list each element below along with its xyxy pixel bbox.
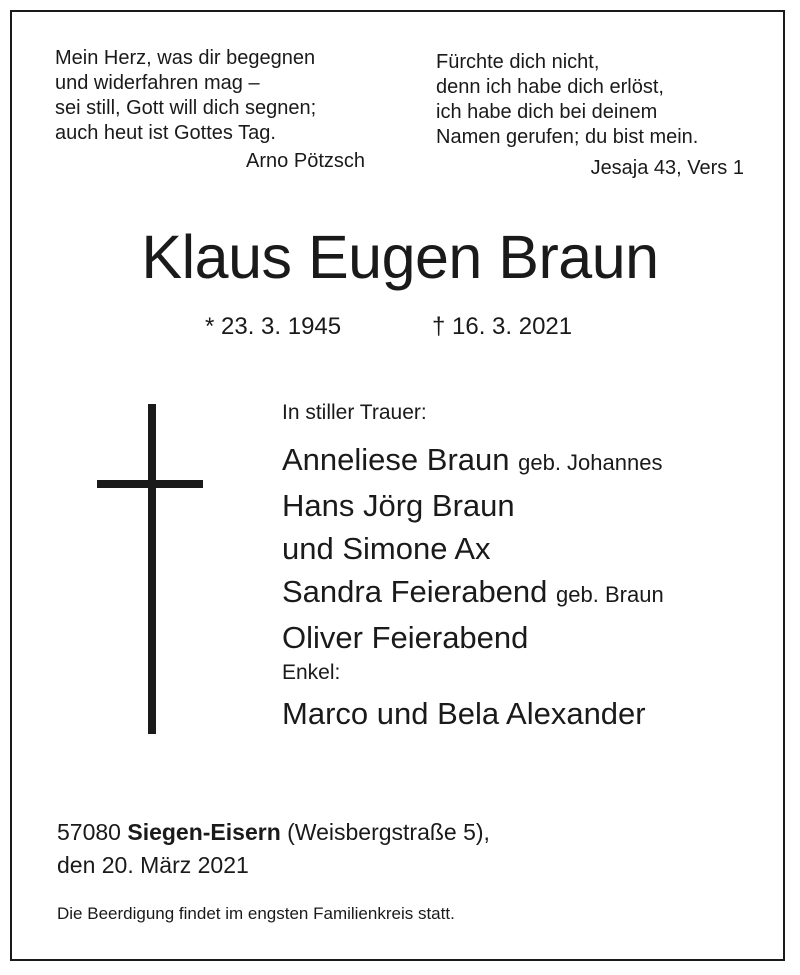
mourners-list xyxy=(282,399,782,735)
mourner-5 xyxy=(282,616,782,659)
cross-horizontal-bar xyxy=(97,480,203,488)
death-date: † 16. 3. 2021 xyxy=(432,313,573,340)
city-name: Siegen-Eisern xyxy=(127,819,281,845)
cross-vertical-bar xyxy=(148,404,156,734)
grandchildren-label: Enkel: xyxy=(282,661,341,684)
verse-right-line-3: ich habe dich bei deinem xyxy=(436,101,658,123)
verse-left-line-3: sei still, Gott will dich segnen; xyxy=(55,97,317,119)
address-block xyxy=(57,816,490,882)
mourner-1-name: Anneliese Braun xyxy=(282,442,510,477)
verse-right-source: Jesaja 43, Vers 1 xyxy=(590,157,744,179)
mourner-2-name: Hans Jörg Braun xyxy=(282,488,515,523)
mourner-4 xyxy=(282,570,782,616)
verse-left-line-2: und widerfahren mag – xyxy=(55,72,260,94)
mourner-1 xyxy=(282,438,782,484)
birth-date: * 23. 3. 1945 xyxy=(205,313,342,340)
verse-left-line-4: auch heut ist Gottes Tag. xyxy=(55,122,276,144)
mourner-4-name: Sandra Feierabend xyxy=(282,574,548,609)
street-address: (Weisbergstraße 5), xyxy=(287,819,490,845)
verse-left xyxy=(55,46,375,174)
verse-right-line-4: Namen gerufen; du bist mein. xyxy=(436,126,699,148)
verse-right xyxy=(436,50,756,181)
funeral-note: Die Beerdigung findet im engsten Familienkreis statt. xyxy=(57,904,455,923)
verse-left-author: Arno Pötzsch xyxy=(246,150,365,172)
postal-code: 57080 xyxy=(57,819,121,845)
notice-date: den 20. März 2021 xyxy=(57,852,249,878)
mourner-5-name: Oliver Feierabend xyxy=(282,620,529,655)
address-line xyxy=(57,816,490,849)
verse-right-line-2: denn ich habe dich erlöst, xyxy=(436,76,664,98)
verse-right-line-1: Fürchte dich nicht, xyxy=(436,51,600,73)
mourner-2 xyxy=(282,484,782,527)
mourner-3 xyxy=(282,527,782,570)
mourner-4-maiden: geb. Braun xyxy=(556,582,664,607)
mourning-intro: In stiller Trauer: xyxy=(282,401,427,424)
mourner-3-name: und Simone Ax xyxy=(282,531,491,566)
mourner-1-maiden: geb. Johannes xyxy=(518,450,663,475)
verse-left-line-1: Mein Herz, was dir begegnen xyxy=(55,47,316,69)
grandchildren-names: Marco und Bela Alexander xyxy=(282,696,646,731)
deceased-name: Klaus Eugen Braun xyxy=(141,223,659,291)
